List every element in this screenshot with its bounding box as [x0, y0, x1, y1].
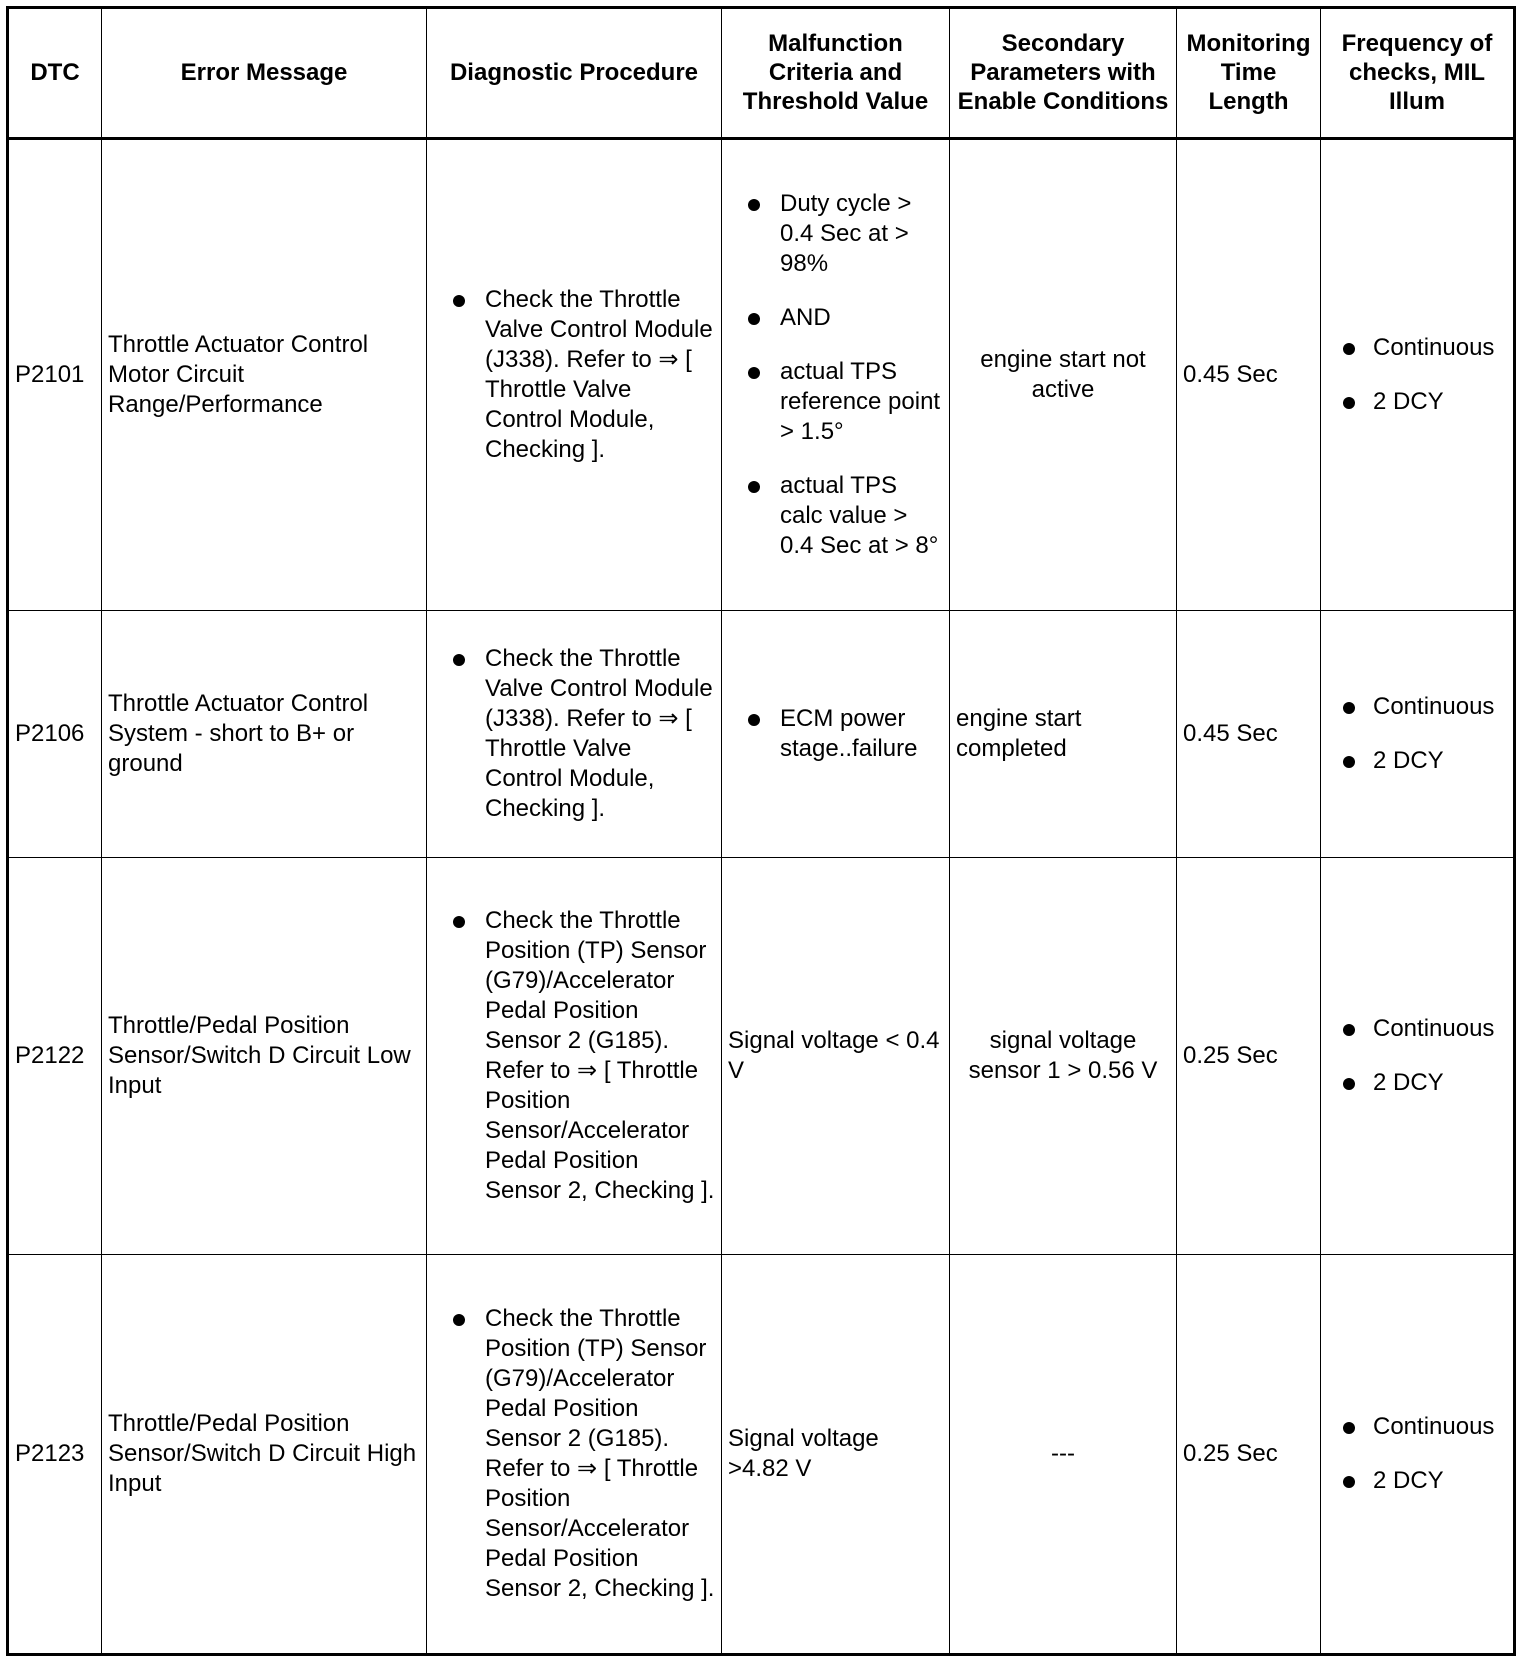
- procedure-item: [433, 644, 715, 824]
- criteria-cell: Signal voltage < 0.4 V: [722, 857, 950, 1255]
- procedure-cell: [427, 1255, 722, 1655]
- procedure-text: Check the Throttle Valve Control Module (J338). Refer to ⇒ [ Throttle Valve Control Module, Checking ].: [485, 285, 713, 463]
- monitoring-time-cell: 0.45 Sec: [1177, 610, 1321, 857]
- bullet-icon: [1343, 1476, 1355, 1488]
- frequency-text: 2 DCY: [1373, 1467, 1444, 1495]
- monitoring-time-cell: 0.25 Sec: [1177, 857, 1321, 1255]
- dtc-cell: P2106: [8, 610, 102, 857]
- bullet-icon: [453, 1314, 465, 1326]
- header-diagnostic-procedure: Diagnostic Procedure: [427, 8, 722, 139]
- criteria-item: [728, 704, 943, 764]
- criteria-item: [728, 303, 943, 333]
- bullet-icon: [748, 714, 760, 726]
- procedure-item: [433, 1304, 715, 1604]
- procedure-item: [433, 285, 715, 465]
- procedure-text: Check the Throttle Position (TP) Sensor (G79)/Accelerator Pedal Position Sensor 2 (G185). Refer to ⇒ [ Throttle Position Sensor/Accelerator Pedal Position Sensor 2, Checking ].: [485, 906, 715, 1204]
- frequency-text: 2 DCY: [1373, 1068, 1444, 1096]
- criteria-text: Duty cycle > 0.4 Sec at > 98%: [780, 189, 912, 277]
- table-row: [8, 610, 1515, 857]
- frequency-item: [1327, 1068, 1507, 1098]
- criteria-cell: [722, 610, 950, 857]
- bullet-icon: [1343, 756, 1355, 768]
- criteria-cell: Signal voltage >4.82 V: [722, 1255, 950, 1655]
- frequency-item: [1327, 692, 1507, 722]
- frequency-cell: [1321, 138, 1515, 610]
- bullet-icon: [1343, 397, 1355, 409]
- bullet-icon: [748, 199, 760, 211]
- frequency-text: 2 DCY: [1373, 746, 1444, 774]
- bullet-icon: [453, 295, 465, 307]
- header-dtc: DTC: [8, 8, 102, 139]
- error-message-cell: Throttle/Pedal Position Sensor/Switch D Circuit Low Input: [102, 857, 427, 1255]
- table-row: [8, 138, 1515, 610]
- criteria-item: [728, 189, 943, 279]
- secondary-cell: engine start not active: [950, 138, 1177, 610]
- header-monitoring-time: Monitoring Time Length: [1177, 8, 1321, 139]
- criteria-text: actual TPS calc value > 0.4 Sec at > 8°: [780, 471, 939, 559]
- frequency-text: Continuous: [1373, 1014, 1495, 1042]
- bullet-icon: [748, 481, 760, 493]
- dtc-cell: P2101: [8, 138, 102, 610]
- secondary-cell: ---: [950, 1255, 1177, 1655]
- header-malfunction-criteria: Malfunction Criteria and Threshold Value: [722, 8, 950, 139]
- criteria-cell: [722, 138, 950, 610]
- monitoring-time-cell: 0.45 Sec: [1177, 138, 1321, 610]
- frequency-item: [1327, 333, 1507, 363]
- criteria-item: [728, 471, 943, 561]
- header-error-message: Error Message: [102, 8, 427, 139]
- procedure-text: Check the Throttle Valve Control Module (J338). Refer to ⇒ [ Throttle Valve Control Module, Checking ].: [485, 644, 713, 822]
- procedure-text: Check the Throttle Position (TP) Sensor (G79)/Accelerator Pedal Position Sensor 2 (G185). Refer to ⇒ [ Throttle Position Sensor/Accelerator Pedal Position Sensor 2, Checking ].: [485, 1305, 715, 1603]
- frequency-text: Continuous: [1373, 333, 1495, 361]
- procedure-cell: [427, 138, 722, 610]
- monitoring-time-cell: 0.25 Sec: [1177, 1255, 1321, 1655]
- frequency-cell: [1321, 610, 1515, 857]
- criteria-text: actual TPS reference point > 1.5°: [780, 357, 941, 445]
- procedure-item: [433, 906, 715, 1206]
- criteria-text: AND: [780, 303, 831, 331]
- bullet-icon: [1343, 1024, 1355, 1036]
- frequency-item: [1327, 746, 1507, 776]
- frequency-item: [1327, 1014, 1507, 1044]
- table-row: [8, 1255, 1515, 1655]
- criteria-text: ECM power stage..failure: [780, 704, 918, 762]
- dtc-cell: P2122: [8, 857, 102, 1255]
- bullet-icon: [1343, 343, 1355, 355]
- dtc-table: [6, 6, 1516, 1656]
- table-row: [8, 857, 1515, 1255]
- bullet-icon: [453, 916, 465, 928]
- header-frequency: Frequency of checks, MIL Illum: [1321, 8, 1515, 139]
- bullet-icon: [453, 654, 465, 666]
- frequency-cell: [1321, 1255, 1515, 1655]
- secondary-cell: engine start completed: [950, 610, 1177, 857]
- bullet-icon: [748, 313, 760, 325]
- frequency-item: [1327, 1412, 1507, 1442]
- frequency-cell: [1321, 857, 1515, 1255]
- error-message-cell: Throttle/Pedal Position Sensor/Switch D Circuit High Input: [102, 1255, 427, 1655]
- bullet-icon: [1343, 1078, 1355, 1090]
- frequency-text: Continuous: [1373, 692, 1495, 720]
- error-message-cell: Throttle Actuator Control System - short to B+ or ground: [102, 610, 427, 857]
- procedure-cell: [427, 857, 722, 1255]
- dtc-cell: P2123: [8, 1255, 102, 1655]
- bullet-icon: [1343, 1422, 1355, 1434]
- procedure-cell: [427, 610, 722, 857]
- criteria-item: [728, 357, 943, 447]
- header-row: [8, 8, 1515, 139]
- frequency-text: 2 DCY: [1373, 387, 1444, 415]
- bullet-icon: [1343, 702, 1355, 714]
- secondary-cell: signal voltage sensor 1 > 0.56 V: [950, 857, 1177, 1255]
- frequency-text: Continuous: [1373, 1413, 1495, 1441]
- frequency-item: [1327, 387, 1507, 417]
- header-secondary-parameters: Secondary Parameters with Enable Conditions: [950, 8, 1177, 139]
- frequency-item: [1327, 1466, 1507, 1496]
- bullet-icon: [748, 367, 760, 379]
- error-message-cell: Throttle Actuator Control Motor Circuit Range/Performance: [102, 138, 427, 610]
